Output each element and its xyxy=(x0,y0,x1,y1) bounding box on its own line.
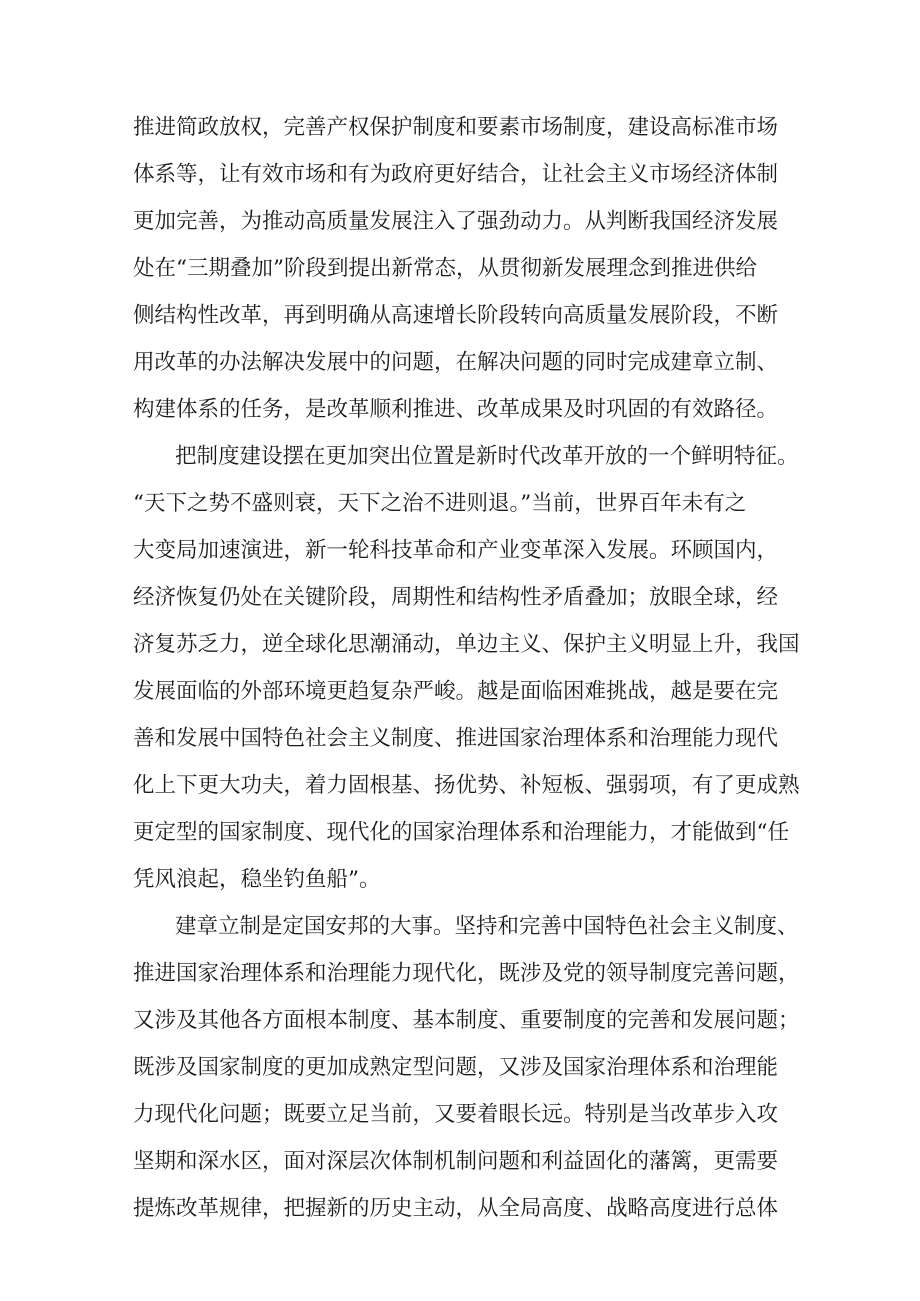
text-line: 构建体系的任务，是改革顺利推进、改革成果及时巩固的有效路径。 xyxy=(133,397,779,422)
text-line: 体系等，让有效市场和有为政府更好结合，让社会主义市场经济体制 xyxy=(133,162,779,187)
text-line: 推进国家治理体系和治理能力现代化，既涉及党的领导制度完善问题， xyxy=(133,961,800,986)
paragraph-start-line: 把制度建设摆在更加突出位置是新时代改革开放的一个鲜明特征。 xyxy=(175,444,799,469)
text-line: 处在“三期叠加”阶段到提出新常态，从贯彻新发展理念到推进供给 xyxy=(133,256,757,281)
text-line: 善和发展中国特色社会主义制度、推进国家治理体系和治理能力现代 xyxy=(133,726,779,751)
text-line: 发展面临的外部环境更趋复杂严峻。越是面临困难挑战，越是要在完 xyxy=(133,679,779,704)
text-line: 提炼改革规律，把握新的历史主动，从全局高度、战略高度进行总体 xyxy=(133,1196,779,1221)
text-line: 经济恢复仍处在关键阶段，周期性和结构性矛盾叠加；放眼全球，经 xyxy=(133,585,779,610)
text-line: 力现代化问题；既要立足当前，又要着眼长远。特别是当改革步入攻 xyxy=(133,1102,779,1127)
paragraph-start-line: 建章立制是定国安邦的大事。坚持和完善中国特色社会主义制度、 xyxy=(175,914,799,939)
text-line: 用改革的办法解决发展中的问题，在解决问题的同时完成建章立制、 xyxy=(133,350,779,375)
text-line: 侧结构性改革，再到明确从高速增长阶段转向高质量发展阶段，不断 xyxy=(133,303,779,328)
text-line: 化上下更大功夫，着力固根基、扬优势、补短板、强弱项，有了更成熟 xyxy=(133,773,800,798)
text-line: 济复苏乏力，逆全球化思潮涌动，单边主义、保护主义明显上升，我国 xyxy=(133,632,800,657)
text-line: 既涉及国家制度的更加成熟定型问题，又涉及国家治理体系和治理能 xyxy=(133,1055,779,1080)
text-line: 又涉及其他各方面根本制度、基本制度、重要制度的完善和发展问题； xyxy=(133,1008,800,1033)
text-line: 更加完善，为推动高质量发展注入了强劲动力。从判断我国经济发展 xyxy=(133,209,779,234)
text-line: 大变局加速演进，新一轮科技革命和产业变革深入发展。环顾国内， xyxy=(133,538,779,563)
text-line: 更定型的国家制度、现代化的国家治理体系和治理能力，才能做到“任 xyxy=(133,820,789,845)
text-line: “天下之势不盛则衰，天下之治不进则退。”当前，世界百年未有之 xyxy=(133,491,747,516)
text-line: 凭风浪起，稳坐钓鱼船”。 xyxy=(133,867,381,892)
text-line: 推进简政放权，完善产权保护制度和要素市场制度，建设高标准市场 xyxy=(133,115,779,140)
text-line: 坚期和深水区，面对深层次体制机制问题和利益固化的藩篱，更需要 xyxy=(133,1149,779,1174)
